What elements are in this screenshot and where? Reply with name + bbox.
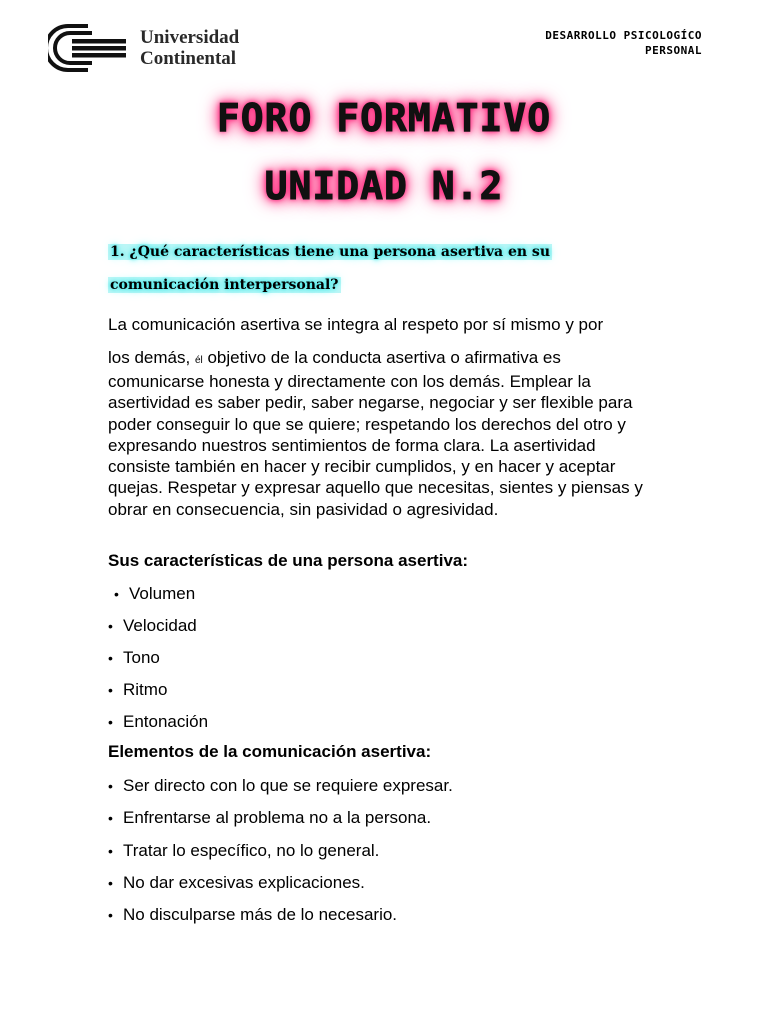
- list-item: [108, 616, 197, 636]
- list-item: [108, 873, 365, 893]
- list-item-text: Entonación: [123, 712, 209, 731]
- university-logo-icon: [48, 22, 128, 74]
- question-line1: 1. ¿Qué características tiene una persona asertiva en su: [110, 244, 550, 260]
- university-name-line1: Universidad: [140, 27, 240, 48]
- list-item-text: Tono: [123, 648, 160, 667]
- elements-heading: Elementos de la comunicación asertiva:: [108, 742, 432, 761]
- list-item: [108, 808, 431, 828]
- list-item-text: Ser directo con lo que se requiere expresar.: [123, 776, 453, 795]
- list-item: [108, 776, 453, 796]
- list-item-text: Volumen: [129, 584, 196, 603]
- list-item: [108, 905, 397, 925]
- list-item-text: No dar excesivas explicaciones.: [123, 873, 365, 892]
- course-name-line2: PERSONAL: [645, 44, 702, 57]
- bullet-icon: •: [108, 778, 113, 794]
- bullet-icon: •: [108, 714, 113, 730]
- intro-line2-start: los demás,: [108, 348, 191, 367]
- list-item-text: Tratar lo específico, no lo general.: [123, 841, 380, 860]
- course-name: [545, 28, 702, 58]
- intro-paragraph: [108, 312, 653, 373]
- list-item-text: Enfrentarse al problema no a la persona.: [123, 808, 432, 827]
- list-item: [108, 680, 167, 700]
- bullet-icon: •: [114, 586, 119, 602]
- bullet-icon: •: [108, 843, 113, 859]
- page-subtitle: UNIDAD N.2: [264, 164, 504, 208]
- list-item: [114, 584, 195, 604]
- page-header: [48, 22, 702, 78]
- university-logo: [48, 22, 239, 74]
- body-paragraph: comunicarse honesta y directamente con los demás. Emplear la asertividad es saber pedir, saber negarse, negociar y ser flexible para poder conseguir lo que se quiere; respetando los derechos del otro y expresando nuestros sentimientos de forma clara. La asertividad consiste también en hacer y recibir cumplidos, y en hacer y aceptar quejas. Respetar y expresar aquello que necesitas, sientes y piensas y obrar en consecuencia, sin pasividad o agresividad.: [108, 372, 643, 519]
- bullet-icon: •: [108, 875, 113, 891]
- bullet-icon: •: [108, 907, 113, 923]
- list-item-text: Ritmo: [123, 680, 168, 699]
- characteristics-heading: Sus características de una persona asertiva:: [108, 551, 469, 570]
- list-item-text: No disculparse más de lo necesario.: [123, 905, 398, 924]
- page-title: FORO FORMATIVO: [216, 96, 552, 140]
- intro-line2-end: objetivo de la conducta asertiva o afirmativa es: [207, 348, 561, 367]
- list-item: [108, 712, 208, 732]
- course-name-line1: DESARROLLO PSICOLOGÍCO: [545, 29, 702, 42]
- university-name-line2: Continental: [140, 48, 237, 69]
- bullet-icon: •: [108, 618, 113, 634]
- list-item: [108, 841, 379, 861]
- bullet-icon: •: [108, 810, 113, 826]
- university-name: [140, 27, 239, 69]
- list-item: [108, 648, 160, 668]
- intro-line2: [108, 345, 653, 373]
- question-line2: comunicación interpersonal?: [110, 277, 339, 293]
- list-item-text: Velocidad: [123, 616, 197, 635]
- intro-line1: La comunicación asertiva se integra al respeto por sí mismo y por: [108, 315, 604, 334]
- intro-line2-small: él: [194, 355, 203, 366]
- question-heading: [108, 236, 668, 302]
- bullet-icon: •: [108, 682, 113, 698]
- bullet-icon: •: [108, 650, 113, 666]
